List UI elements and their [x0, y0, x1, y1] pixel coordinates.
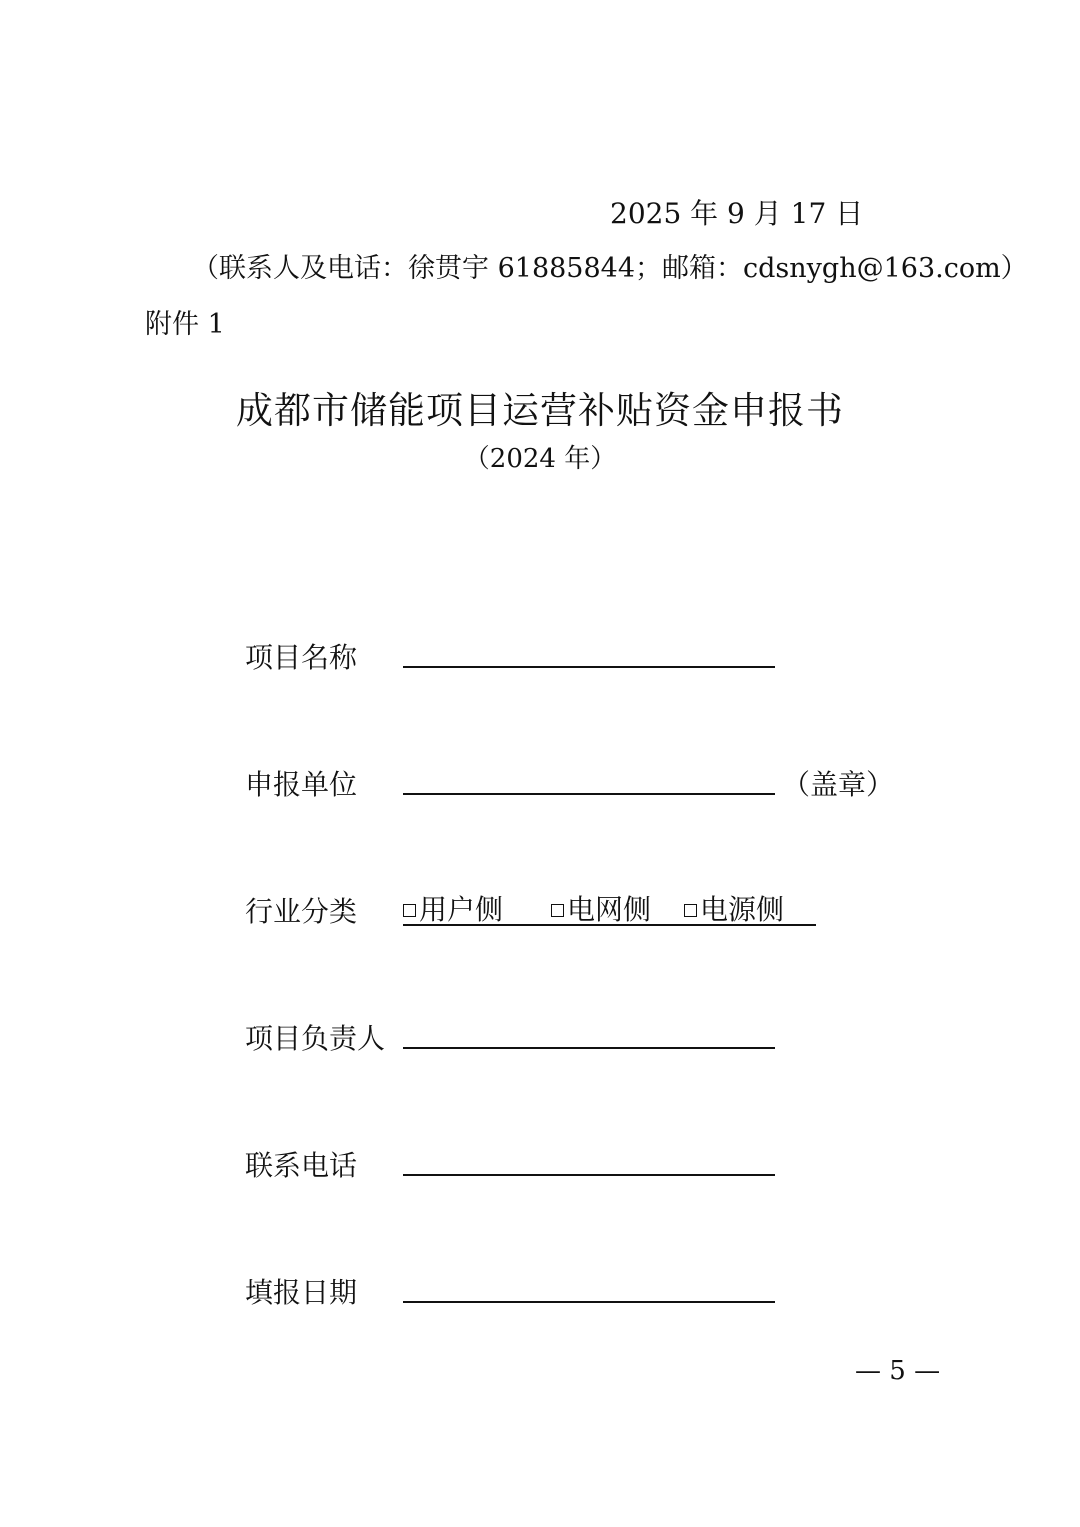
- option-source-side[interactable]: [684, 888, 784, 928]
- category-label: 行业分类: [245, 895, 358, 928]
- document-year: （2024 年）: [463, 444, 617, 474]
- fill-date-label: 填报日期: [245, 1276, 358, 1309]
- page-number: — 5 —: [855, 1356, 941, 1386]
- phone-line[interactable]: [403, 1174, 775, 1176]
- option-user-side-label: 用户侧: [419, 893, 504, 926]
- category-options: [403, 888, 816, 926]
- phone-label: 联系电话: [245, 1149, 358, 1182]
- applicant-seal-note: （盖章）: [782, 768, 895, 801]
- option-grid-side-label: 电网侧: [567, 893, 652, 926]
- attachment-label: 附件 1: [145, 309, 225, 340]
- checkbox-icon[interactable]: [403, 904, 416, 917]
- project-leader-label: 项目负责人: [245, 1022, 386, 1055]
- project-leader-line[interactable]: [403, 1047, 775, 1049]
- option-source-side-label: 电源侧: [700, 893, 785, 926]
- option-grid-side[interactable]: [551, 888, 651, 928]
- applicant-line[interactable]: [403, 793, 775, 795]
- option-user-side[interactable]: [403, 888, 503, 928]
- project-name-line[interactable]: [403, 666, 775, 668]
- contact-line: （联系人及电话：徐贯宇 61885844；邮箱：cdsnygh@163.com）: [192, 253, 1028, 284]
- checkbox-icon[interactable]: [551, 904, 564, 917]
- applicant-label: 申报单位: [245, 768, 358, 801]
- project-name-label: 项目名称: [245, 641, 358, 674]
- document-title: 成都市储能项目运营补贴资金申报书: [236, 389, 844, 432]
- checkbox-icon[interactable]: [684, 904, 697, 917]
- date-line: 2025 年 9 月 17 日: [610, 197, 864, 230]
- fill-date-line[interactable]: [403, 1301, 775, 1303]
